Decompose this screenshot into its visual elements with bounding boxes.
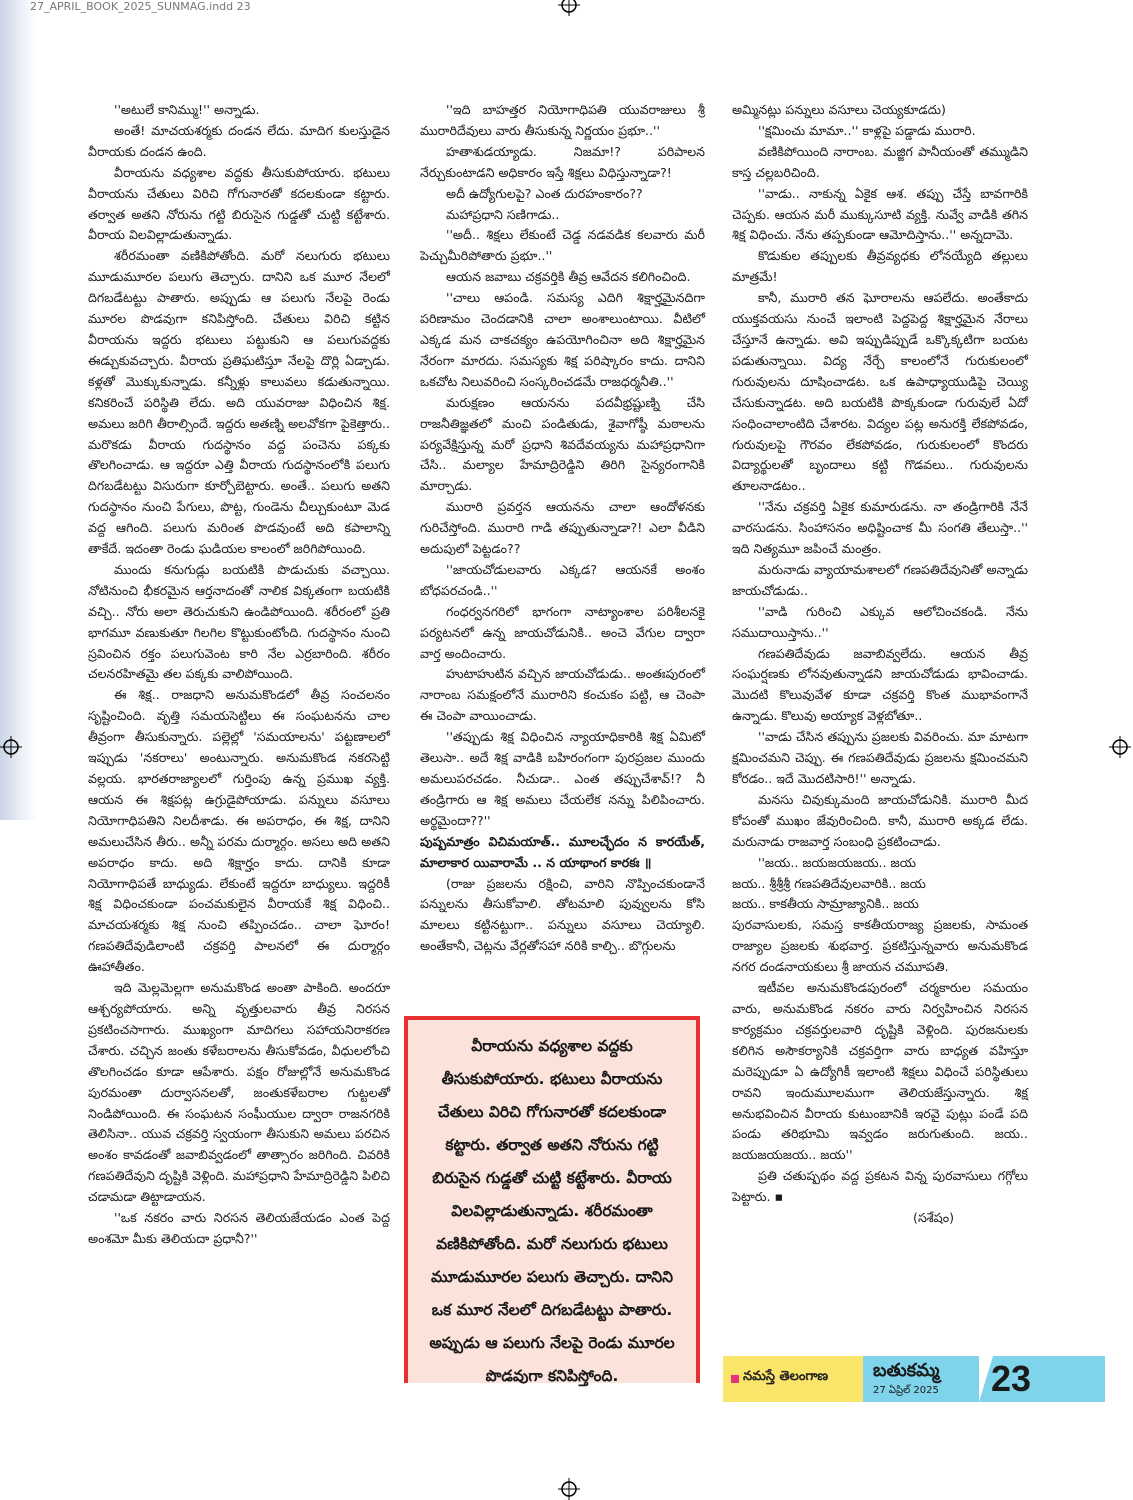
registration-mark-left-icon (0, 736, 22, 758)
issue-date: 27 ఏప్రిల్ 2025 (873, 1385, 939, 1396)
paragraph: ఇది మెల్లమెల్లగా అనుమకొండ అంతా పాకింది. అందరూ ఆశ్చర్యపోయారు. అన్ని వృత్తులవారు తీవ్ర నిరసన ప్రకటించసాగారు. ముఖ్యంగా మాదిగలు సహాయనిరాకరణ చేశారు. చచ్చిన జంతు కళేబరాలను తీసుకోవడం, వీధులలోంచి తొలగించడం కూడా ఆపేశారు. పక్షం రోజుల్లోనే అనుమకొండ పురమంతా దుర్వాసనలతో, జంతుకళేబరాల గుట్టలతో నిండిపోయింది. ఈ సంఘటన సంఘీయుల ద్వారా రాజనగరికి తెలిసినా.. యువ చక్రవర్తి స్వయంగా తీసుకుని అమలు పరచిన అంశం కావడంతో జవాబివ్వడంలో తాత్సారం జరిగింది. చివరికి గణపతిదేవుని దృష్టికి వెళ్లింది. మహాప్రధాని హేమాద్రిరెడ్డిని పిలిచి చడామడా తిట్టాడాయన. (88, 980, 390, 1205)
page-footer (723, 1356, 1105, 1402)
paragraph: మరునాడు వ్యాయామశాలలో గణపతిదేవునితో అన్నాడు జాయచోడుడు.. (732, 561, 1028, 598)
paragraph: ''జాయచోడులవారు ఎక్కడ? ఆయనకే అంశం బోధపరచండి..'' (420, 561, 705, 598)
newspaper-brand: నమస్తే తెలంగాణ (743, 1369, 829, 1384)
paragraph: మరుక్షణం ఆయనను పదవీభ్రష్టుణ్ని చేసి రాజనీతిజ్ఞతలో మంచి పండితుడు, శైవాగోష్ఠీ మఠాలను పర్యవేక్షిస్తున్న మరో ప్రధాని శివదేవయ్యను మహాప్రధానిగా చేసి.. మల్యాల హేమాద్రిరెడ్డిని తిరిగి సైన్యరంగానికి మార్చాడు. (420, 394, 705, 494)
decorative-left-strip (0, 0, 38, 820)
paragraph: ఇటీవల అనుమకొండపురంలో చర్మకారుల సమయం వారు, అనుమకొండ నకరం వారు నిర్వహించిన నిరసన కార్యక్రమం చక్రవర్తులవారి దృష్టికి వెళ్లింది. పురజనులకు కలిగిన అసౌకర్యానికి చక్రవర్తిగా వారు బాధ్యత వహిస్తూ మరెప్పుడూ ఏ ఉద్యోగికీ ఇలాంటి శిక్షలు విధించే పరిస్థితులు రావని ఇందుమూలముగా తెలియజేస్తున్నారు. శిక్ష అనుభవించిన వీరాయ కుటుంబానికి ఇరవై పుట్లు పండే పది పండు తరిభూమి ఇవ్వడం జరుగుతుంది. జయ.. జయజయజయ.. జయ'' (732, 980, 1028, 1163)
paragraph: వీరాయను వధ్యశాల వద్దకు తీసుకుపోయారు. భటులు వీరాయను చేతులు విరిచి గోగునారతో కదలకుండా కట్టారు. తర్వాత అతని నోరును గట్టి బిరుసైన గుడ్డతో చుట్టి కట్టేశారు. వీరాయ విలవిల్లాడుతున్నాడు. (88, 164, 390, 243)
registration-mark-right-icon (1109, 736, 1131, 758)
proclamation-line: జయ.. కాకతీయ సామ్రాజ్యానికి.. జయ (732, 896, 919, 912)
paragraph: ప్రతి చతుష్పథం వద్ద ప్రకటన విన్న పురవాసులు గగ్గోలు పెట్టారు. ▪ (732, 1168, 1028, 1205)
paragraph: ''క్షమించు మామా..'' కాళ్లపై పడ్డాడు మురారి. (758, 122, 976, 138)
page-number: 23 (991, 1358, 1032, 1399)
paragraph: ''అటులే కానిమ్ము!'' అన్నాడు. (114, 102, 260, 117)
paragraph: వణికిపోయింది నారాంబ. మజ్జిగ పానీయంతో తమ్ముడిని కాస్త చల్లబరిచింది. (732, 143, 1028, 180)
paragraph: శరీరమంతా వణికిపోతోంది. మరో నలుగురు భటులు మూడుమూరల పలుగు తెచ్చారు. దానిని ఒక మూర నేలలో దిగబడేటట్టు పాతారు. అప్పుడు ఆ పలుగు నేలపై రెండు మూరల పొడవుగా కనిపిస్తోంది. చేతులు విరిచి కట్టిన వీరాయను ఇద్దరు భటులు పట్టుకుని ఆ పలుగువద్దకు ఈడ్చుకువచ్చారు. వీరాయ ప్రతిఘటిస్తూ నేలపై దొర్లి ఏడ్చాడు. కళ్లతో మొక్కుకున్నాడు. కన్నీళ్లు కాలువలు కడుతున్నాయి. కనికరించే పరిస్థితి లేదు. అది యువరాజు విధించిన శిక్ష. అమలు జరిగి తీరాల్సిందే. ఇద్దరు అతణ్ని అలవోకగా పైకెత్తారు.. మరొకడు వీరాయ గుదస్థానం వద్ద పంచెను పక్కకు తొలగించాడు. ఆ ఇద్దరూ ఎత్తి వీరాయ గుదస్థానంలోకి పలుగు దిగబడేటట్టు విసురుగా కూర్చోబెట్టారు. అంతే.. పలుగు అతని గుదస్థానం నుంచి పేగులు, పొట్ట, గుండెను చీల్చుకుంటూ మెడ వద్ద ఆగింది. పలుగు మరింత పొడవుంటే అది కపాలాన్ని తాకేదే. ఇదంతా రెండు ఘడియల కాలంలో జరిగిపోయింది. (88, 248, 390, 557)
print-slug: 27_APRIL_BOOK_2025_SUNMAG.indd 23 (30, 0, 251, 13)
paragraph: ''నేను చక్రవర్తి ఏకైక కుమారుడను. నా తండ్రిగారికి నేనే వారసుడను. సింహాసనం అధిష్టించాక మీ సంగతి తేలుస్తా..'' ఇది నిత్యమూ జపించే మంత్రం. (732, 499, 1028, 557)
pull-quote-box (404, 1016, 700, 1383)
paragraph: గంధర్వనగరిలో భాగంగా నాట్యాంశాల పరిశీలనకై పర్యటనలో ఉన్న జాయచోడునికి.. అంచె వేగుల ద్వారా వార్త అందించారు. (420, 603, 705, 661)
paragraph: ''వాడు.. నాకున్న ఏకైక ఆశ. తప్పు చేస్తే బావగారికి చెప్పకు. ఆయన మరీ ముక్కుసూటి వ్యక్తి. నువ్వే వాడికి తగిన శిక్ష విధించు. నేను తప్పకుండా ఆమోదిస్తాను..'' అన్నదామె. (732, 185, 1028, 243)
paragraph: కానీ, మురారి తన ఘోరాలను ఆపలేదు. అంతేకాదు యుక్తవయసు నుంచే ఇలాంటి పెద్దపెద్ద శిక్షార్హమైన నేరాలు చేస్తూనే ఉన్నాడు. అవి ఇప్పుడిప్పుడే ఒక్కొక్కటిగా బయట పడుతున్నాయి. విద్య నేర్చే కాలంలోనే గురుకులంలో గురువులను దూషించాడట. ఒక ఉపాధ్యాయుడిపై చెయ్యి చేసుకున్నాడట. అది బయటికి పొక్కకుండా గురువులే ఏదో సంధించాలాంటిది చేశారట. విద్యల పట్ల అనురక్తి లేకపోవడం, గురువులపై గౌరవం లేకపోవడం, గురుకులంలో కొందరు విద్యార్థులతో బృందాలు కట్టి గొడవలు.. గురువులను తూలనాడటం.. (732, 290, 1028, 494)
to-be-continued: (సశేషం) (913, 1210, 954, 1226)
article-column-1 (88, 100, 390, 1250)
paragraph: ''చాలు ఆపండి. సమస్య ఎదిగి శిక్షార్హమైనదిగా పరిణామం చెందడానికి చాలా అంశాలుంటాయి. వీటిలో ఎక్కడ మన చాకచక్యం ఉపయోగించినా అది శిక్షార్హమైన నేరంగా మారదు. సమస్యకు శిక్ష పరిష్కారం కాదు. దానిని ఒకచోట నిలువరించి సంస్కరించడమే రాజధర్మనీతి..'' (420, 290, 705, 389)
paragraph: అంతే! మాచయశర్మకు దండన లేదు. మాదిగ కులస్తుడైన వీరాయకు దండన ఉంది. (88, 122, 390, 159)
paragraph: పురవాసులకు, సమస్త కాకతీయరాజ్య ప్రజలకు, సామంత రాజ్యాల ప్రజలకు శుభవార్త. ప్రకటిస్తున్నవారు అనుమకొండ నగర దండనాయకులు శ్రీ జాయన చమూపతి. (732, 917, 1028, 975)
paragraph: ''ఒక నకరం వారు నిరసన తెలియజేయడం ఎంత పెద్ద అంశమో మీకు తెలియదా ప్రధానీ?'' (88, 1210, 390, 1246)
paragraph: ''తప్పుడు శిక్ష విధించిన న్యాయాధికారికి శిక్ష ఏమిటో తెలుసా.. అదే శిక్ష వాడికి బహిరంగంగా పురప్రజల ముందు అమలుపరచడం. నీచుడా.. ఎంత తప్పుచేశావ్!? నీ తండ్రిగారు ఆ శిక్ష అమలు చేయలేక నన్ను పిలిపించారు. అర్థమైందా??'' (420, 729, 705, 828)
paragraph: హతాశుడయ్యాడు. నిజమా!? పరిపాలన నేర్చుకుంటాడని అధికారం ఇస్తే శిక్షలు విధిస్తున్నాడా?! (420, 143, 705, 180)
sanskrit-verse: పుష్పమాత్రం విచిమయాత్.. మూలచ్ఛేదం న కారయేత్, మాలాకార యివారామే .. న యాథాంగ కారకః ॥ (420, 833, 705, 870)
paragraph: హుటాహుటిన వచ్చిన జాయచోడుడు.. అంతఃపురంలో నారాంబ సమక్షంలోనే మురారిని కంచుకం పట్టి, ఆ చెంపా ఈ చెంపా వాయించాడు. (420, 666, 705, 724)
paragraph: గణపతిదేవుడు జవాబివ్వలేదు. ఆయన తీవ్ర సంఘర్షణకు లోనవుతున్నాడని జాయచోడుడు భావించాడు. మొదటి కొలువువేళ కూడా చక్రవర్తి కొంత ముభావంగానే ఉన్నాడు. కొలువు అయ్యాక వెళ్లబోతూ.. (732, 645, 1028, 724)
paragraph: ఆయన జవాబు చక్రవర్తికి తీవ్ర ఆవేదన కలిగించింది. (446, 269, 691, 285)
pull-quote-text: వీరాయను వధ్యశాల వద్దకు తీసుకుపోయారు. భటులు వీరాయను చేతులు విరిచి గోగునారతో కదలకుండా కట్టారు. తర్వాత అతని నోరును గట్టి బిరుసైన గుడ్డతో చుట్టి కట్టేశారు. వీరాయ విలవిల్లాడుతున్నాడు. శరీరమంతా వణికిపోతోంది. మరో నలుగురు భటులు మూడుమూరల పలుగు తెచ్చారు. దానిని ఒక మూర నేలలో దిగబడేటట్టు పాతారు. అప్పుడు ఆ పలుగు నేలపై రెండు మూరల పొడవుగా కనిపిస్తోంది. (429, 1037, 675, 1385)
registration-mark-bottom-icon (558, 1478, 580, 1500)
article-column-2 (420, 100, 705, 957)
paragraph: మురారి ప్రవర్తన ఆయనను చాలా ఆందోళనకు గురిచేస్తోంది. మురారి గాడి తప్పుతున్నాడా?! ఎలా వీడిని అదుపులో పెట్టడం?? (420, 499, 705, 557)
paragraph: ''వాడు చేసిన తప్పును ప్రజలకు వివరించు. మా మాటగా క్షమించమని చెప్పు. ఈ గణపతిదేవుడు ప్రజలను క్షమించమని కోరడం.. ఇదే మొదటిసారి!'' అన్నాడు. (732, 729, 1028, 786)
paragraph: ''అదీ.. శిక్షలు లేకుంటే చెడ్డ నడవడిక కలవారు మరీ పెచ్చుమీరిపోతారు ప్రభూ..'' (420, 227, 705, 264)
proclamation-line: ''జయ.. జయజయజయ.. జయ (758, 854, 916, 870)
paragraph: మనసు చివుక్కుమంది జాయచోడునికి. మురారి మీద కోపంతో ముఖం జేవురించింది. కానీ, మురారి అక్కడ లేడు. మరునాడు రాజవార్త సంబంధి ప్రకటించాడు. (732, 791, 1028, 849)
paragraph: మహాప్రధాని సణిగాడు.. (446, 206, 560, 222)
paragraph: ముందు కనుగుడ్లు బయటికి పొడుచుకు వచ్చాయి. నోటినుంచి భీకరమైన ఆర్తనాదంతో నాలిక విక్కతంగా బయటికి వచ్చి.. నోరు అలా తెరుచుకుని ఉండిపోయింది. శరీరంలో ప్రతి భాగమూ వణుకుతూ గిలగిల కొట్టుకుంటోంది. గుదస్థానం నుంచి స్రవించిన రక్తం పలుగువెంట కారి నేల ఎర్రబారింది. శరీరం చలనరహితమై తల పక్కకు వాలిపోయింది. (88, 561, 390, 682)
proclamation-line: జయ.. శ్రీశ్రీశ్రీ గణపతిదేవులవారికి.. జయ (732, 875, 926, 891)
paragraph: (రాజు ప్రజలను రక్షించి, వారిని నొప్పించకుండానే పన్నులను తీసుకోవాలి. తోటమాలి పువ్వులను కోసి మాలలు కట్టినట్టుగా.. పన్నులు వసూలు చెయ్యాలి. అంతేకానీ, చెట్లను వేర్లతోసహా నరికి కాల్చి.. బొగ్గులను (420, 875, 705, 954)
paragraph: ఈ శిక్ష.. రాజధాని అనుమకొండలో తీవ్ర సంచలనం సృష్టించింది. వృత్తి సమయసెట్టిలు ఈ సంఘటనను చాల తీవ్రంగా తీసుకున్నారు. పల్లెల్లో 'సమయాలను' పట్టణాలలో ఇప్పుడు 'నకరాలు' అంటున్నారు. అనుమకొండ నకరసెట్టి వల్లయ. భారతరాజ్యాలలో గుర్తింపు ఉన్న ప్రముఖ వ్యక్తి. ఆయన ఈ శిక్షపట్ల ఉగ్రుడైపోయాడు. పన్నులు వసూలు నియోగాధిపతిని నిలదీశాడు. ఈ అపరాధం, ఈ శిక్ష, దానిని అమలుచేసిన తీరు.. అన్నీ పరమ దుర్మార్గం. అసలు అది అతని అపరాధం కాదు. అది శిక్షార్హం కాదు. దానికి కూడా నియోగాధిపతే బాధ్యుడు. లేకుంటే ఇద్దరూ బాధ్యులు. ఇద్దరికీ శిక్ష విధించకుండా పంచమకులైన వీరాయకే శిక్ష విధించి.. మాచయశర్మకు శిక్ష నుంచి తప్పించడం.. చాలా ఘోరం! గణపతిదేవుడిలాంటి చక్రవర్తి పాలనలో ఈ దుర్మార్గం ఊహాతీతం. (88, 687, 390, 975)
paragraph: కొడుకుల తప్పులకు తీవ్రవ్యధకు లోనయ్యేది తల్లులు మాత్రమే! (732, 248, 1028, 285)
paragraph: ''వాడి గురించి ఎక్కువ ఆలోచించకండి. నేను సముదాయిస్తాను..'' (732, 603, 1028, 640)
paragraph: అదీ ఉద్యోగులపై? ఎంత దురహంకారం?? (446, 185, 643, 201)
article-column-3 (732, 100, 1028, 1229)
paragraph: అమ్మినట్లు పన్నులు వసూలు చెయ్యకూడదు) (732, 102, 946, 117)
paragraph: ''ఇది బాహత్తర నియోగాధిపతి యువరాజులు శ్రీ మురారిదేవులు వారు తీసుకున్న నిర్ణయం ప్రభూ..'' (420, 102, 705, 138)
registration-mark-top-icon (558, 0, 580, 16)
square-bullet-icon (731, 1375, 739, 1383)
magazine-name: బతుకమ్మ (873, 1360, 940, 1381)
